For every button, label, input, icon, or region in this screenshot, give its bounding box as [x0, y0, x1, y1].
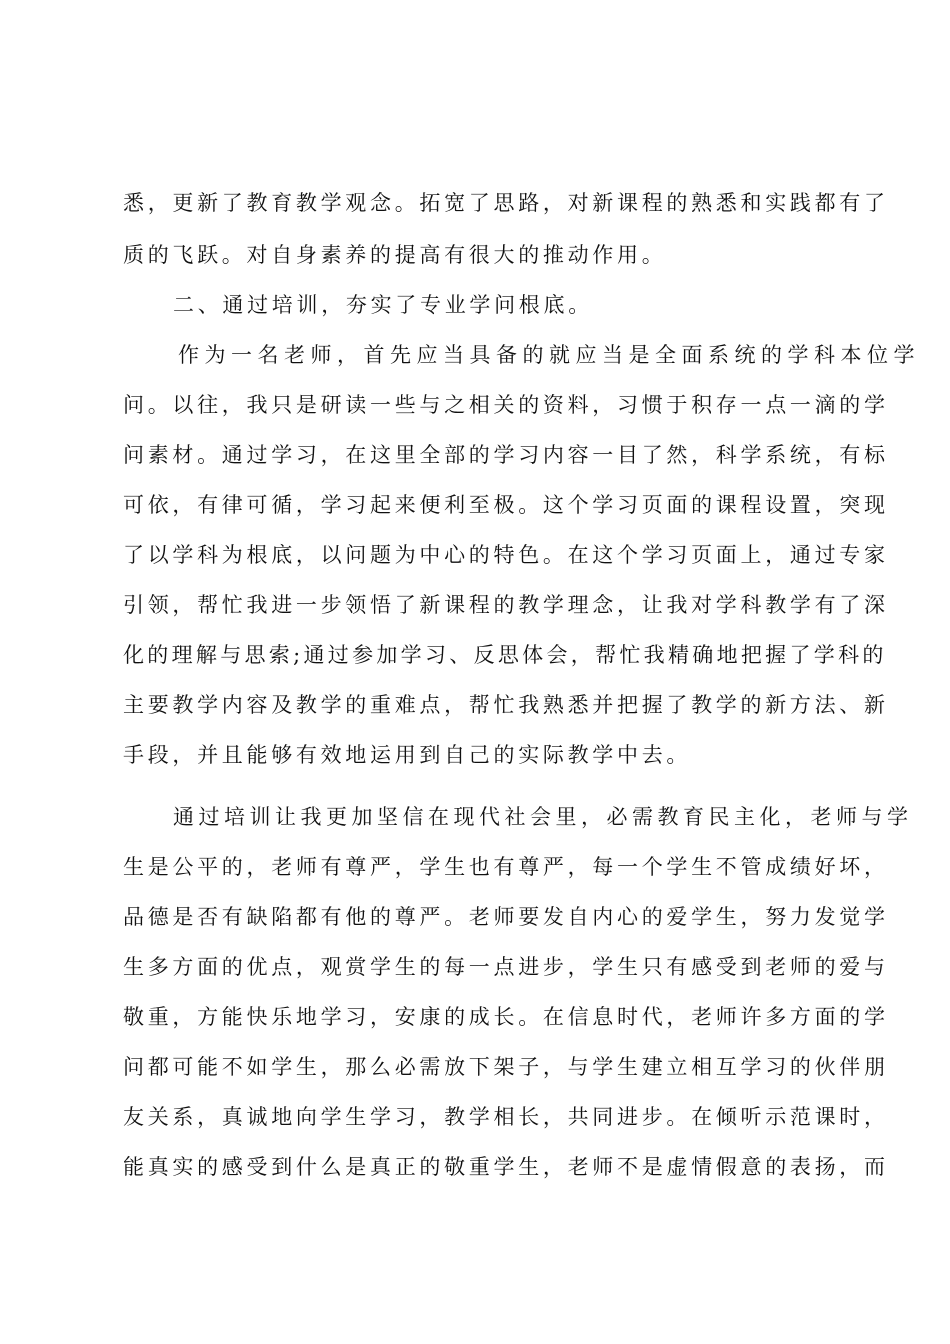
section-heading: 二、通过培训，夯实了专业学问根底。 [173, 293, 593, 317]
text-line: 引领，帮忙我进一步领悟了新课程的教学理念，让我对学科教学有了深 [123, 593, 889, 617]
text-line: 问都可能不如学生，那么必需放下架子，与学生建立相互学习的伙伴朋 [123, 1055, 889, 1079]
text-line: 可依，有律可循，学习起来便利至极。这个学习页面的课程设置，突现 [123, 493, 889, 517]
text-line: 生多方面的优点，观赏学生的每一点进步，学生只有感受到老师的爱与 [123, 955, 889, 979]
text-line: 生是公平的，老师有尊严，学生也有尊严，每一个学生不管成绩好坏， [123, 855, 889, 879]
text-line: 问素材。通过学习，在这里全部的学习内容一目了然，科学系统，有标 [123, 443, 889, 467]
text-line: 敬重，方能快乐地学习，安康的成长。在信息时代，老师许多方面的学 [123, 1005, 889, 1029]
text-line: 通过培训让我更加坚信在现代社会里，必需教育民主化，老师与学 [173, 805, 913, 829]
text-line: 主要教学内容及教学的重难点，帮忙我熟悉并把握了教学的新方法、新 [123, 693, 889, 717]
text-line: 友关系，真诚地向学生学习，教学相长，共同进步。在倾听示范课时， [123, 1105, 889, 1129]
text-line: 手段，并且能够有效地运用到自己的实际教学中去。 [123, 743, 692, 767]
text-line: 悉，更新了教育教学观念。拓宽了思路，对新课程的熟悉和实践都有了 [123, 191, 889, 215]
text-line: 作为一名老师，首先应当具备的就应当是全面系统的学科本位学 [178, 343, 920, 367]
text-line: 问。以往，我只是研读一些与之相关的资料，习惯于积存一点一滴的学 [123, 393, 889, 417]
text-line: 质的飞跃。对自身素养的提高有很大的推动作用。 [123, 243, 667, 267]
text-line: 了以学科为根底，以问题为中心的特色。在这个学习页面上，通过专家 [123, 543, 889, 567]
text-line: 化的理解与思索;通过参加学习、反思体会，帮忙我精确地把握了学科的 [123, 643, 887, 667]
text-line: 能真实的感受到什么是真正的敬重学生，老师不是虚情假意的表扬，而 [123, 1155, 889, 1179]
text-line: 品德是否有缺陷都有他的尊严。老师要发自内心的爱学生，努力发觉学 [123, 905, 889, 929]
